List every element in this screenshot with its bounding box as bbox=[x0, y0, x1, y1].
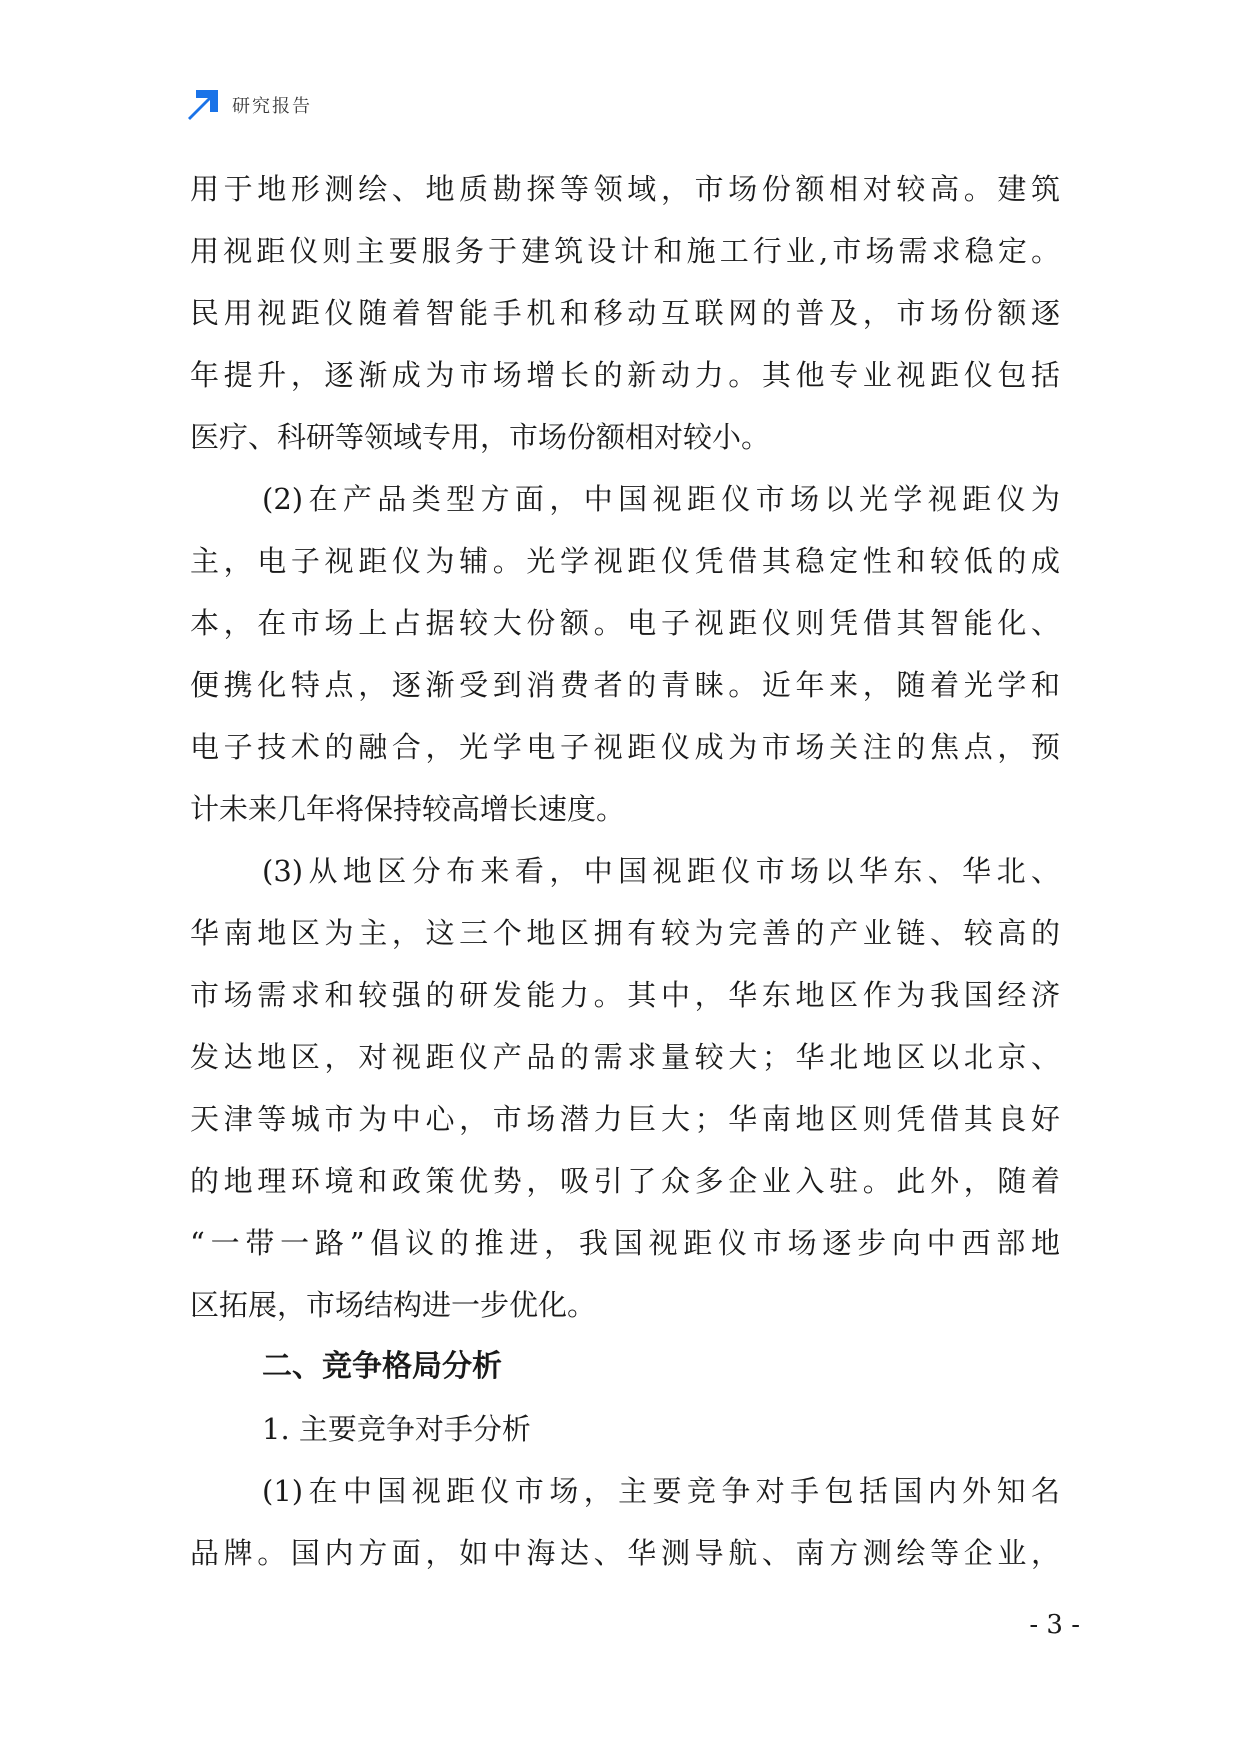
text-line: (1)在中国视距仪市场，主要竞争对手包括国内外知名 bbox=[262, 1474, 1060, 1508]
paragraph-product-type bbox=[190, 468, 1060, 840]
text-line: 市场需求和较强的研发能力。其中，华东地区作为我国经济 bbox=[190, 978, 1060, 1012]
header-title: 研究报告 bbox=[232, 96, 312, 117]
text-line: 区拓展，市场结构进一步优化。 bbox=[190, 1288, 597, 1322]
paragraph-competitors bbox=[190, 1460, 1060, 1584]
section-heading: 二、竞争格局分析 bbox=[262, 1349, 502, 1384]
report-logo-icon bbox=[188, 90, 218, 120]
text-line: (3)从地区分布来看，中国视距仪市场以华东、华北、 bbox=[262, 854, 1060, 888]
paragraph-market-share bbox=[190, 158, 1060, 468]
subsection-heading: 1. 主要竞争对手分析 bbox=[262, 1412, 531, 1446]
text-line: 发达地区，对视距仪产品的需求量较大；华北地区以北京、 bbox=[190, 1040, 1060, 1074]
text-line: 品牌。国内方面，如中海达、华测导航、南方测绘等企业， bbox=[190, 1536, 1060, 1570]
text-line: 民用视距仪随着智能手机和移动互联网的普及，市场份额逐 bbox=[190, 296, 1060, 330]
text-line: “一带一路”倡议的推进，我国视距仪市场逐步向中西部地 bbox=[190, 1226, 1060, 1260]
text-line: 华南地区为主，这三个地区拥有较为完善的产业链、较高的 bbox=[190, 916, 1060, 950]
text-line: (2)在产品类型方面，中国视距仪市场以光学视距仪为 bbox=[262, 482, 1060, 516]
text-line: 医疗、科研等领域专用，市场份额相对较小。 bbox=[190, 420, 771, 454]
page-number: - 3 - bbox=[1029, 1610, 1080, 1640]
text-line: 便携化特点，逐渐受到消费者的青睐。近年来，随着光学和 bbox=[190, 668, 1060, 702]
text-line: 主，电子视距仪为辅。光学视距仪凭借其稳定性和较低的成 bbox=[190, 544, 1060, 578]
text-line: 的地理环境和政策优势，吸引了众多企业入驻。此外，随着 bbox=[190, 1164, 1060, 1198]
text-line: 天津等城市为中心，市场潜力巨大；华南地区则凭借其良好 bbox=[190, 1102, 1060, 1136]
text-line: 用于地形测绘、地质勘探等领域，市场份额相对较高。建筑 bbox=[190, 172, 1060, 206]
text-line: 年提升，逐渐成为市场增长的新动力。其他专业视距仪包括 bbox=[190, 358, 1060, 392]
text-line: 用视距仪则主要服务于建筑设计和施工行业,市场需求稳定。 bbox=[190, 234, 1060, 268]
text-line: 电子技术的融合，光学电子视距仪成为市场关注的焦点，预 bbox=[190, 730, 1060, 764]
report-header bbox=[188, 88, 312, 122]
text-line: 本，在市场上占据较大份额。电子视距仪则凭借其智能化、 bbox=[190, 606, 1060, 640]
text-line: 计未来几年将保持较高增长速度。 bbox=[190, 792, 626, 826]
paragraph-regional-distribution bbox=[190, 840, 1060, 1336]
document-body bbox=[190, 158, 1060, 1584]
